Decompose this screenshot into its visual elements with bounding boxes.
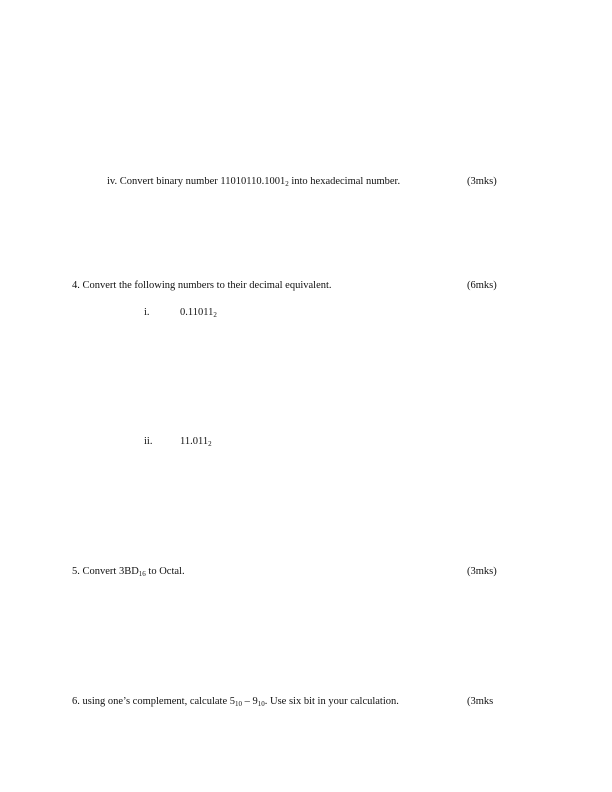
question-4-item-ii-label: ii. [144,436,153,447]
question-3-iv-label: iv. [107,176,118,187]
question-6-text: 6. using one’s complement, calculate $5_{10} - 9_{10}$. Use six bit in your calculation. [72,696,399,708]
question-3-iv-text: Convert binary number $11010110.1001_2$ into hexadecimal number. [119,176,401,188]
question-4-item-i-value: $0.11011_2$ [180,307,217,319]
question-5-marks: (3mks) [467,566,497,577]
question-4-marks: (6mks) [467,280,497,291]
question-3-iv-marks: (3mks) [467,176,497,187]
question-5-text: 5. Convert $3BD_{16}$ to Octal. [72,566,185,578]
question-4-item-ii-value: $11.011_2$ [180,436,212,448]
question-4-text: 4. Convert the following numbers to their decimal equivalent. [72,280,332,291]
question-4-item-i-label: i. [144,307,150,318]
question-6-marks: (3mks [467,696,494,707]
question-3-iv [107,176,400,188]
